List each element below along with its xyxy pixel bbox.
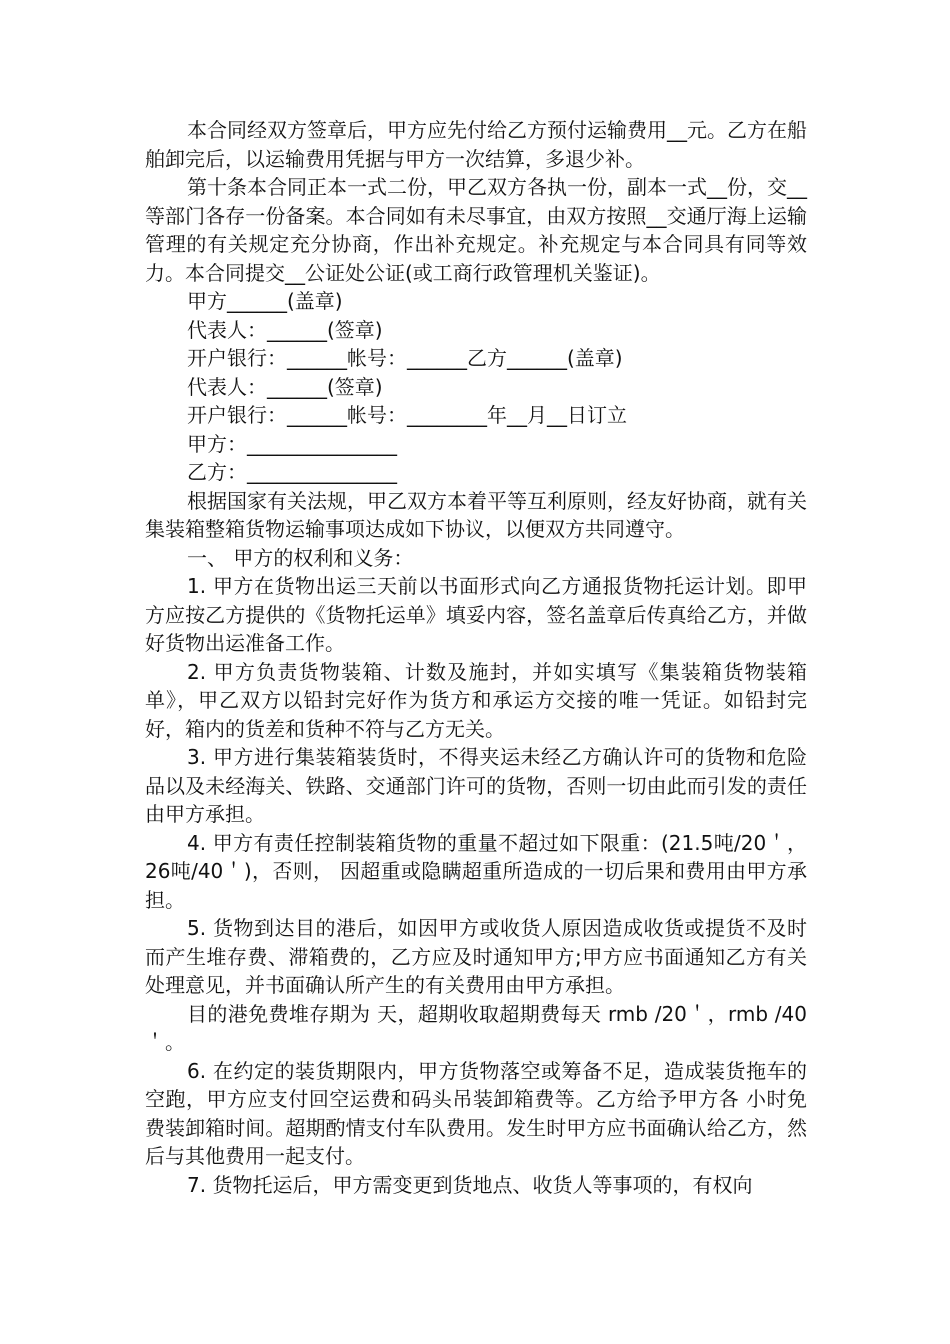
section-heading-party-a-rights: 一、 甲方的权利和义务： (187, 545, 414, 570)
signature-party-a: 甲方______(盖章) (187, 289, 343, 313)
signature-bank-account-b: 开户银行：______帐号：________年__月__日订立 (187, 403, 627, 427)
paragraph-preamble: 根据国家有关法规，甲乙双方本着平等互利原则，经友好协商，就有关集装箱整箱货物运输事项达成如下协议，以便双方共同遵守。 (145, 488, 807, 541)
paragraph-article-10: 第十条本合同正本一式二份，甲乙双方各执一份，副本一式__份，交__等部门各存一份备案。本合同如有未尽事宜，由双方按照__交通厅海上运输管理的有关规定充分协商，作出补充规定。补充规定与本合同具有同等效力。本合同提交__公证处公证(或工商行政管理机关鉴证)。 (145, 175, 807, 285)
clause-6: 6. 在约定的装货期限内，甲方货物落空或筹备不足，造成装货拖车的空跑，甲方应支付回空运费和码头吊装卸箱费等。乙方给予甲方各 小时免费装卸箱时间。超期酌情支付车队费用。发生时甲方应书面确认给乙方，然后与其他费用一起支付。 (145, 1058, 807, 1168)
clause-4: 4. 甲方有责任控制装箱货物的重量不超过如下限重：(21.5吨/20＇，26吨/40＇)，否则， 因超重或隐瞒超重所造成的一切后果和费用由甲方承担。 (145, 830, 807, 912)
clause-3: 3. 甲方进行集装箱装货时，不得夹运未经乙方确认许可的货物和危险品以及未经海关、铁路、交通部门许可的货物，否则一切由此而引发的责任由甲方承担。 (145, 745, 807, 826)
party-a-line: 甲方：_______________ (187, 431, 397, 456)
clause-1: 1. 甲方在货物出运三天前以书面形式向乙方通报货物托运计划。即甲方应按乙方提供的《货物托运单》填妥内容，签名盖章后传真给乙方，并做好货物出运准备工作。 (145, 574, 807, 655)
clause-2: 2. 甲方负责货物装箱、计数及施封，并如实填写《集装箱货物装箱单》，甲乙双方以铅封完好作为货方和承运方交接的唯一凭证。如铅封完好，箱内的货差和货种不符与乙方无关。 (145, 659, 807, 741)
signature-representative-b: 代表人：______(签章) (187, 374, 383, 399)
signature-representative-a: 代表人：______(签章) (187, 317, 383, 342)
clause-5-storage: 目的港免费堆存期为 天，超期收取超期费每天 rmb /20＇，rmb /40＇。 (145, 1001, 807, 1054)
contract-body (145, 116, 807, 1199)
clause-7: 7. 货物托运后，甲方需变更到货地点、收货人等事项的，有权向 (187, 1172, 753, 1197)
party-b-line: 乙方：_______________ (187, 460, 397, 484)
paragraph-prepayment: 本合同经双方签章后，甲方应先付给乙方预付运输费用__元。乙方在船舶卸完后，以运输费用凭据与甲方一次结算，多退少补。 (145, 118, 807, 171)
clause-5: 5. 货物到达目的港后，如因甲方或收货人原因造成收货或提货不及时而产生堆存费、滞箱费的，乙方应及时通知甲方;甲方应书面通知乙方有关处理意见，并书面确认所产生的有关费用由甲方承担。 (145, 916, 807, 997)
signature-bank-account-a: 开户银行：______帐号：______乙方______(盖章) (187, 346, 623, 370)
